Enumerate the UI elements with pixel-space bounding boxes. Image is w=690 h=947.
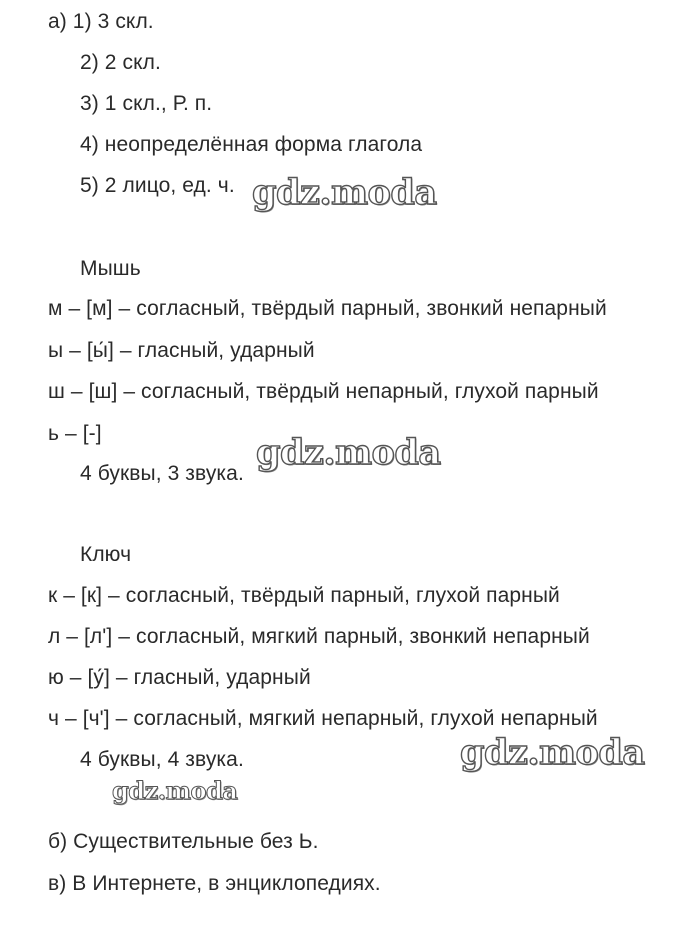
watermark-2: gdz.moda [256, 432, 441, 473]
answer-a-item-1: а) 1) 3 скл. [48, 10, 154, 33]
answer-a-item-4: 4) неопределённая форма глагола [80, 133, 423, 156]
word2-sound-1: к – [к] – согласный, твёрдый парный, глухой парный [48, 584, 560, 607]
watermark-3: gdz.moda [460, 732, 645, 773]
word2-summary: 4 буквы, 4 звука. [80, 748, 244, 771]
word1-sound-1: м – [м] – согласный, твёрдый парный, звонкий непарный [48, 297, 607, 320]
answer-a-item-5: 5) 2 лицо, ед. ч. [80, 174, 235, 197]
answer-c: в) В Интернете, в энциклопедиях. [48, 872, 381, 895]
word1-summary: 4 буквы, 3 звука. [80, 462, 244, 485]
word1-sound-3: ш – [ш] – согласный, твёрдый непарный, глухой парный [48, 380, 599, 403]
word2-sound-4: ч – [ч'] – согласный, мягкий непарный, глухой непарный [48, 707, 598, 730]
answer-b: б) Существительные без Ь. [48, 830, 319, 853]
word2-sound-2: л – [л'] – согласный, мягкий парный, звонкий непарный [48, 625, 590, 648]
word2-title: Ключ [80, 543, 132, 566]
word1-sound-4: ь – [-] [48, 422, 102, 445]
word1-title: Мышь [80, 257, 141, 280]
word2-sound-3: ю – [у́] – гласный, ударный [48, 666, 311, 689]
watermark-4: gdz.moda [112, 776, 238, 805]
answer-a-item-3: 3) 1 скл., Р. п. [80, 92, 213, 115]
answer-a-item-2: 2) 2 скл. [80, 51, 161, 74]
watermark-1: gdz.moda [252, 172, 437, 213]
word1-sound-2: ы – [ы́] – гласный, ударный [48, 339, 315, 362]
